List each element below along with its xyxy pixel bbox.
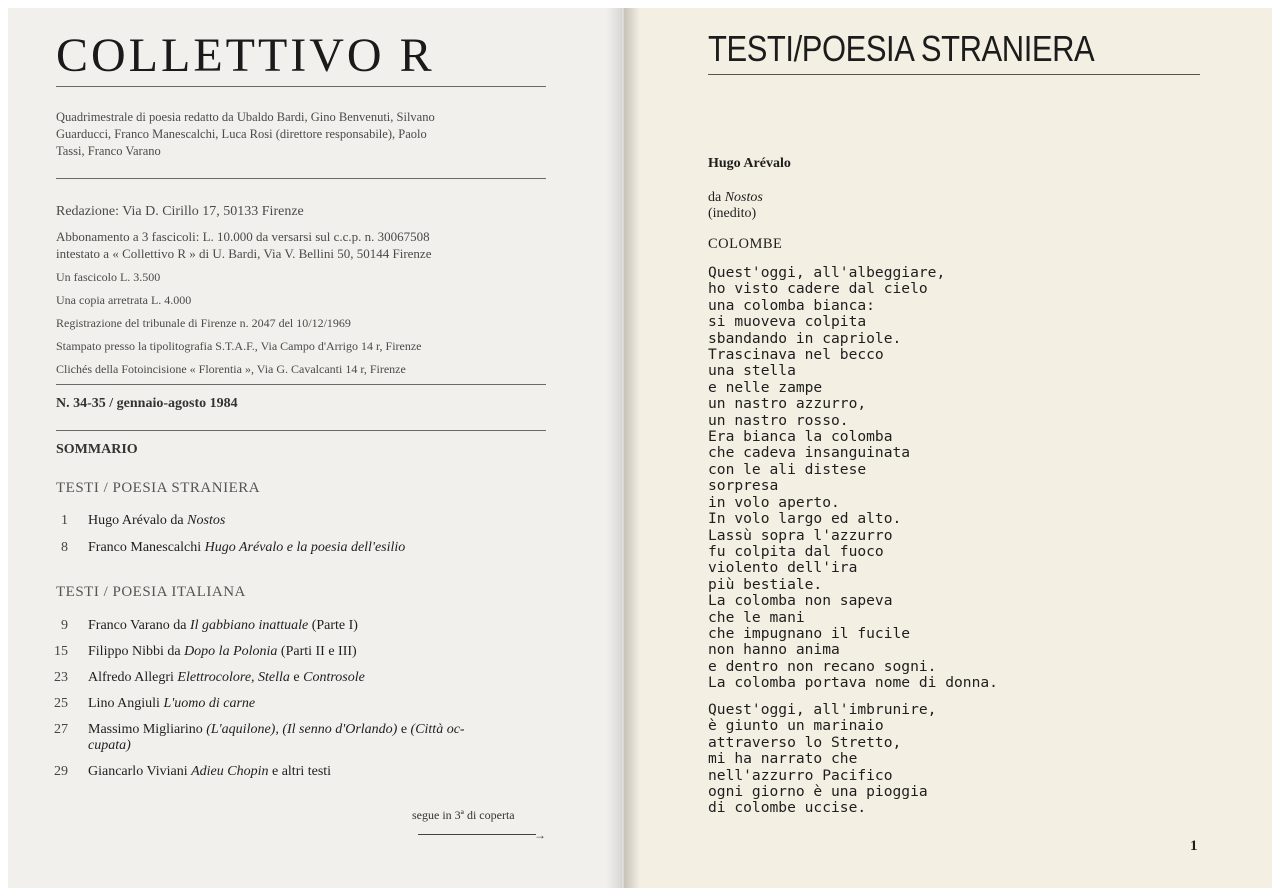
- toc-page-number: 25: [54, 696, 68, 711]
- intro-line-2: Guarducci, Franco Manescalchi, Luca Rosi (direttore responsabile), Paolo: [56, 127, 427, 141]
- author-name: Hugo Arévalo: [708, 156, 791, 171]
- toc-author: Franco Varano da: [88, 618, 190, 633]
- toc-author: Alfredo Allegri: [88, 670, 178, 685]
- toc-page-number: 27: [54, 722, 68, 737]
- toc-page-number: 23: [54, 670, 68, 685]
- toc-suffix: e: [397, 722, 411, 737]
- source-note: (inedito): [708, 206, 757, 221]
- page-title: TESTI/POESIA STRANIERA: [708, 28, 1095, 69]
- toc-author: Hugo Arévalo da: [88, 513, 188, 528]
- toc-page-number: 1: [61, 513, 68, 528]
- fascicolo-text: Un fascicolo L. 3.500: [56, 270, 161, 284]
- toc-section-poesia-italiana: TESTI / POESIA ITALIANA: [56, 584, 246, 600]
- intro-line-1: Quadrimestrale di poesia redatto da Ubaldo Bardi, Gino Benvenuti, Silvano: [56, 110, 435, 124]
- registrazione-text: Registrazione del tribunale di Firenze n. 2047 del 10/12/1969: [56, 316, 351, 330]
- cliches-text: Clichés della Fotoincisione « Florentia », Via G. Cavalcanti 14 r, Firenze: [56, 362, 406, 376]
- source-prefix: da: [708, 190, 725, 205]
- intro-rule: [56, 178, 546, 179]
- redazione-text: Redazione: Via D. Cirillo 17, 50133 Firenze: [56, 204, 304, 219]
- toc-entry[interactable]: [88, 670, 365, 686]
- toc-entry[interactable]: [88, 764, 331, 780]
- toc-work: Elettrocolore, Stella: [177, 670, 290, 685]
- toc-author: Lino Angiuli: [88, 696, 164, 711]
- toc-entry[interactable]: [88, 644, 357, 660]
- poem-title: COLOMBE: [708, 236, 783, 252]
- toc-suffix: e: [289, 670, 304, 685]
- arretrata-text: Una copia arretrata L. 4.000: [56, 293, 192, 307]
- toc-author: Filippo Nibbi da: [88, 644, 185, 659]
- toc-section-poesia-straniera: TESTI / POESIA STRANIERA: [56, 480, 261, 496]
- toc-page-number: 29: [54, 764, 68, 779]
- toc-page-number: 8: [61, 540, 68, 555]
- toc-suffix: (Parti II e III): [277, 644, 357, 659]
- toc-author: Franco Manescalchi: [88, 540, 205, 555]
- poem-stanza-2: Quest'oggi, all'imbrunire, è giunto un marinaio attraverso lo Stretto, mi ha narrato che nell'azzurro Pacifico ogni giorno è una pioggia di colombe uccise.: [708, 701, 937, 817]
- sommario-heading: SOMMARIO: [56, 442, 138, 457]
- toc-entry[interactable]: [88, 722, 465, 738]
- toc-entry-continuation: cupata): [88, 738, 131, 753]
- arrow-line: [418, 834, 536, 835]
- toc-suffix: (Parte I): [308, 618, 358, 633]
- segue-note: segue in 3ª di coperta: [412, 808, 515, 822]
- toc-page-number: 9: [61, 618, 68, 633]
- toc-work: Il gabbiano inattuale: [190, 618, 309, 633]
- toc-entry[interactable]: [88, 696, 255, 712]
- toc-work: Hugo Arévalo e la poesia dell'esilio: [204, 540, 406, 555]
- toc-entry[interactable]: [88, 540, 405, 556]
- intro-line-3: Tassi, Franco Varano: [56, 144, 161, 158]
- toc-work-2: Controsole: [303, 670, 365, 685]
- toc-author: Giancarlo Viviani: [88, 764, 192, 779]
- toc-entry[interactable]: [88, 618, 358, 634]
- page-number: 1: [1190, 838, 1198, 854]
- colophon-rule: [56, 384, 546, 385]
- issue-rule: [56, 430, 546, 431]
- book-spine: [606, 8, 640, 888]
- page-title-rule: [708, 74, 1200, 75]
- source-work: Nostos: [724, 190, 763, 205]
- toc-work: Adieu Chopin: [191, 764, 269, 779]
- issue-text: N. 34-35 / gennaio-agosto 1984: [56, 396, 238, 411]
- abbonamento-line-1: Abbonamento a 3 fascicoli: L. 10.000 da versarsi sul c.c.p. n. 30067508: [56, 229, 430, 244]
- toc-entry[interactable]: [88, 513, 225, 529]
- poem-stanza-1: Quest'oggi, all'albeggiare, ho visto cadere dal cielo una colomba bianca: si muoveva colpita sbandando in capriole. Trascinava nel becco una stella e nelle zampe un nastro azzurro, un nastro rosso. Era bianca la colomba che cadeva insanguinata con le ali distese sorpresa in volo aperto. In volo largo ed alto. Lassù sopra l'azzurro fu colpita dal fuoco violento dell'ira più bestiale. La colomba non sapeva che le mani che impugnano il fucile non hanno anima e dentro non recano sogni. La colomba portava nome di donna.: [708, 264, 998, 692]
- title-rule: [56, 86, 546, 87]
- arrow-right-icon: →: [534, 828, 546, 842]
- toc-page-number: 15: [54, 644, 68, 659]
- abbonamento-line-2: intestato a « Collettivo R » di U. Bardi, Via V. Bellini 50, 50144 Firenze: [56, 246, 432, 261]
- source-line: [708, 190, 763, 206]
- stampato-text: Stampato presso la tipolitografia S.T.A.F., Via Campo d'Arrigo 14 r, Firenze: [56, 339, 422, 353]
- toc-work: Dopo la Polonia: [184, 644, 278, 659]
- toc-work-2: (Città oc-: [410, 722, 465, 737]
- toc-author: Massimo Migliarino: [88, 722, 207, 737]
- toc-work: (L'aquilone), (Il senno d'Orlando): [206, 722, 398, 737]
- masthead-title: COLLETTIVO R: [56, 29, 435, 82]
- toc-work: Nostos: [187, 513, 226, 528]
- toc-suffix: e altri testi: [268, 764, 332, 779]
- toc-work: L'uomo di carne: [163, 696, 256, 711]
